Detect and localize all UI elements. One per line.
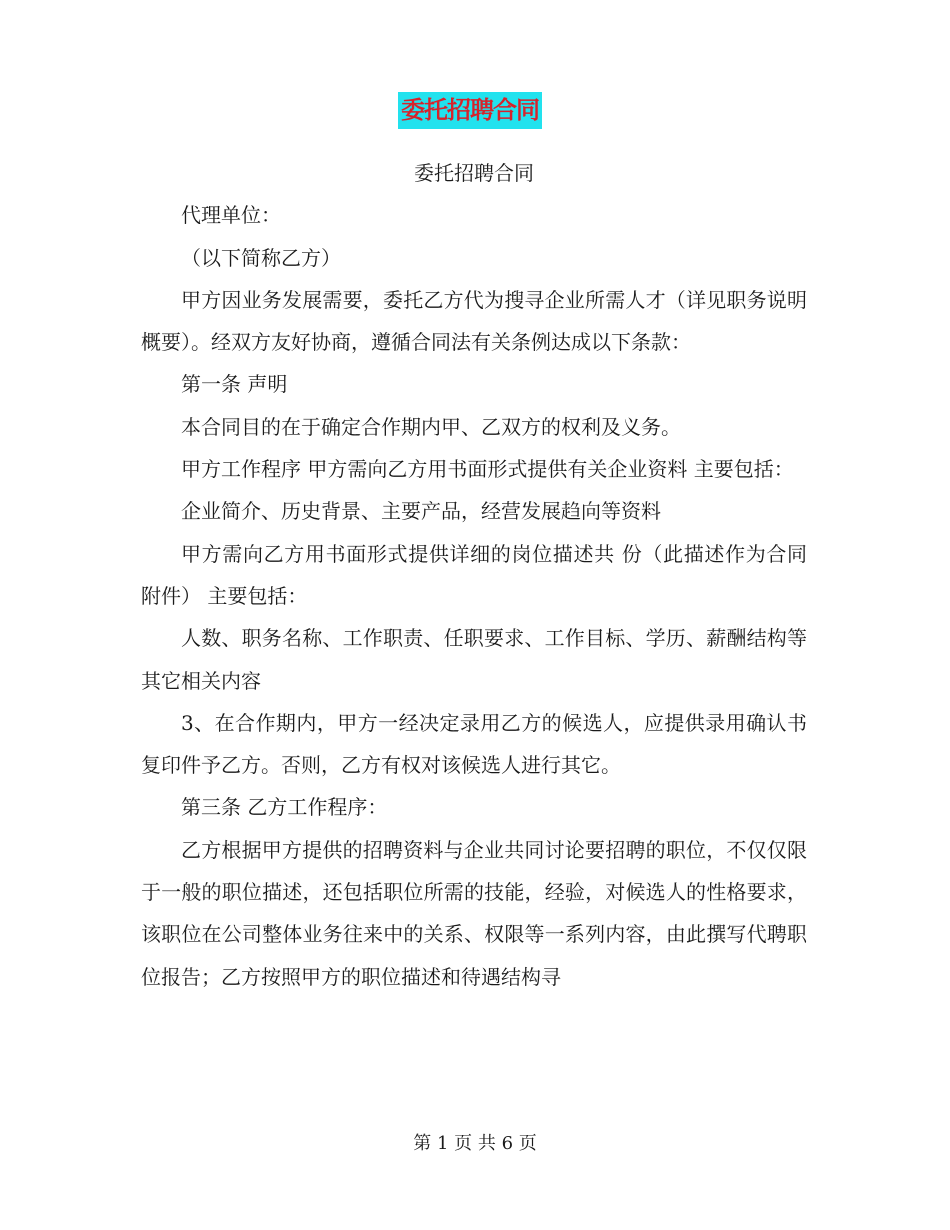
paragraph-party-a-procedure: 甲方工作程序 甲方需向乙方用书面形式提供有关企业资料 主要包括： [181, 457, 794, 482]
page-number: 第 1 页 共 6 页 [413, 1133, 537, 1154]
paragraph-agent-unit: 代理单位： [181, 203, 281, 228]
paragraph-company-info: 企业简介、历史背景、主要产品，经营发展趋向等资料 [181, 499, 661, 524]
document-title: 委托招聘合同 [414, 161, 534, 185]
paragraph-party-b-procedure: 乙方根据甲方提供的招聘资料与企业共同讨论要招聘的职位，不仅仅限于一般的职位描述，还包括职位所需的技能，经验，对候选人的性格要求，该职位在公司整体业务往来中的关系、权限等一系列内容，由此撰写代聘职位报告；乙方按照甲方的职位描述和待遇结构寻 [141, 837, 807, 989]
paragraph-article-3-heading: 第三条 乙方工作程序： [181, 795, 388, 820]
paragraph-job-description: 甲方需向乙方用书面形式提供详细的岗位描述共 份（此描述作为合同附件） 主要包括： [141, 541, 807, 608]
paragraph-job-details: 人数、职务名称、工作职责、任职要求、工作目标、学历、薪酬结构等其它相关内容 [141, 626, 807, 693]
paragraph-party-b-alias: （以下简称乙方） [181, 245, 341, 270]
paragraph-article-1-heading: 第一条 声明 [181, 372, 288, 397]
document-body [141, 152, 807, 998]
paragraph-preamble: 甲方因业务发展需要，委托乙方代为搜寻企业所需人才（详见职务说明概要）。经双方友好协商，遵循合同法有关条例达成以下条款： [141, 287, 807, 355]
paragraph-purpose: 本合同目的在于确定合作期内甲、乙双方的权利及义务。 [181, 414, 681, 439]
document-banner-title: 委托招聘合同 [398, 92, 542, 129]
paragraph-hiring-confirmation: 3、在合作期内，甲方一经决定录用乙方的候选人，应提供录用确认书复印件予乙方。否则，乙方有权对该候选人进行其它。 [141, 710, 807, 778]
